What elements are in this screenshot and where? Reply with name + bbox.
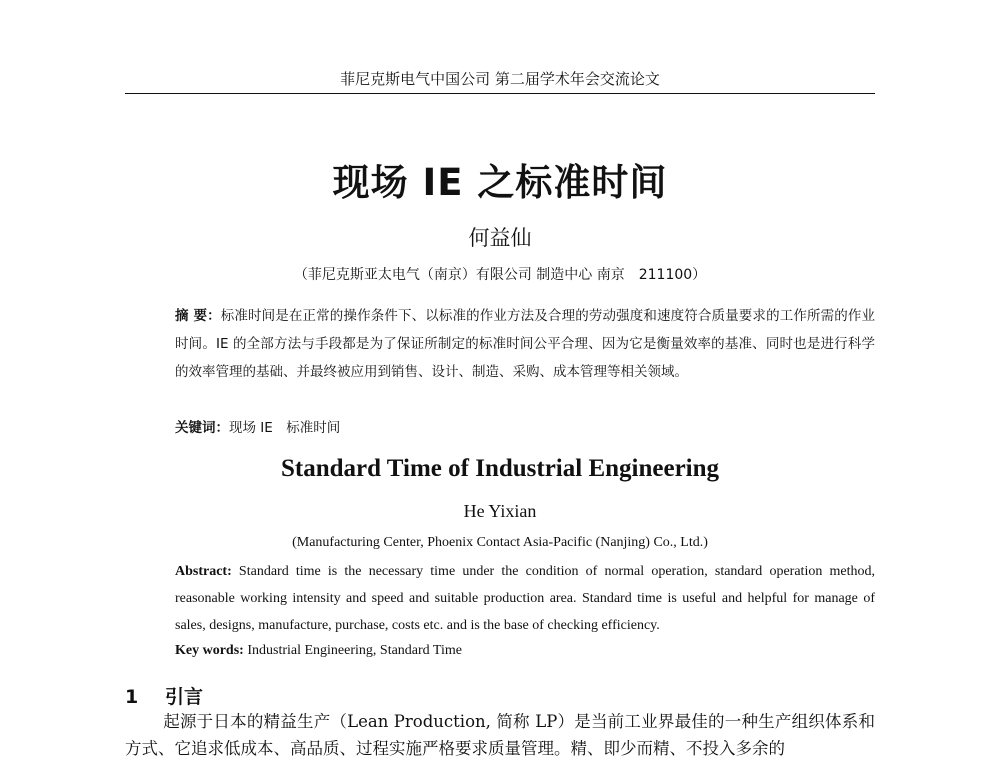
affiliation-en: (Manufacturing Center, Phoenix Contact Asia-Pacific (Nanjing) Co., Ltd.) <box>292 535 708 550</box>
author-en: He Yixian <box>463 501 537 521</box>
keywords-zh-text: 现场 IE 标准时间 <box>229 420 341 436</box>
abstract-en-text: Standard time is the necessary time under the condition of normal operation, standard operation method, reasonable working intensity and speed and suitable production area. Standard time is useful and helpful for manage of sales, designs, manufacture, purchase, costs etc. and is the base of checking efficiency. <box>175 564 875 633</box>
section-heading-introduction <box>125 682 203 709</box>
section-body-content: 起源于日本的精益生产（Lean Production, 简称 LP）是当前工业界最佳的一种生产组织体系和方式、它追求低成本、高品质、过程实施严格要求质量管理。精、即少而精、不投入多余的 <box>125 712 875 758</box>
keywords-en-label: Key words: <box>175 643 244 658</box>
paper-title-zh: 现场 IE 之标准时间 <box>332 161 668 204</box>
running-header: 菲尼克斯电气中国公司 第二届学术年会交流论文 <box>340 70 660 88</box>
section-body-text <box>125 708 875 762</box>
abstract-en-label: Abstract: <box>175 564 232 579</box>
abstract-zh-text: 标准时间是在正常的操作条件下、以标准的作业方法及合理的劳动强度和速度符合质量要求的工作所需的作业时间。IE 的全部方法与手段都是为了保证所制定的标准时间公平合理、因为它是衡量效率的基准、同时也是进行科学的效率管理的基础、并最终被应用到销售、设计、制造、采购、成本管理等相关领域。 <box>175 308 875 380</box>
keywords-en-text: Industrial Engineering, Standard Time <box>243 643 462 658</box>
paper-title-en: Standard Time of Industrial Engineering <box>280 455 720 482</box>
affiliation-zh: （菲尼克斯亚太电气（南京）有限公司 制造中心 南京 211100） <box>293 267 707 283</box>
abstract-en <box>175 558 875 639</box>
section-number: 1 <box>125 686 139 708</box>
header-rule <box>125 93 875 94</box>
keywords-zh-label: 关键词： <box>175 420 229 436</box>
abstract-zh <box>175 302 875 386</box>
abstract-zh-label: 摘 要： <box>175 308 221 324</box>
author-zh: 何益仙 <box>468 226 532 250</box>
keywords-en <box>175 643 875 659</box>
section-title: 引言 <box>165 686 204 708</box>
keywords-zh <box>175 416 875 436</box>
